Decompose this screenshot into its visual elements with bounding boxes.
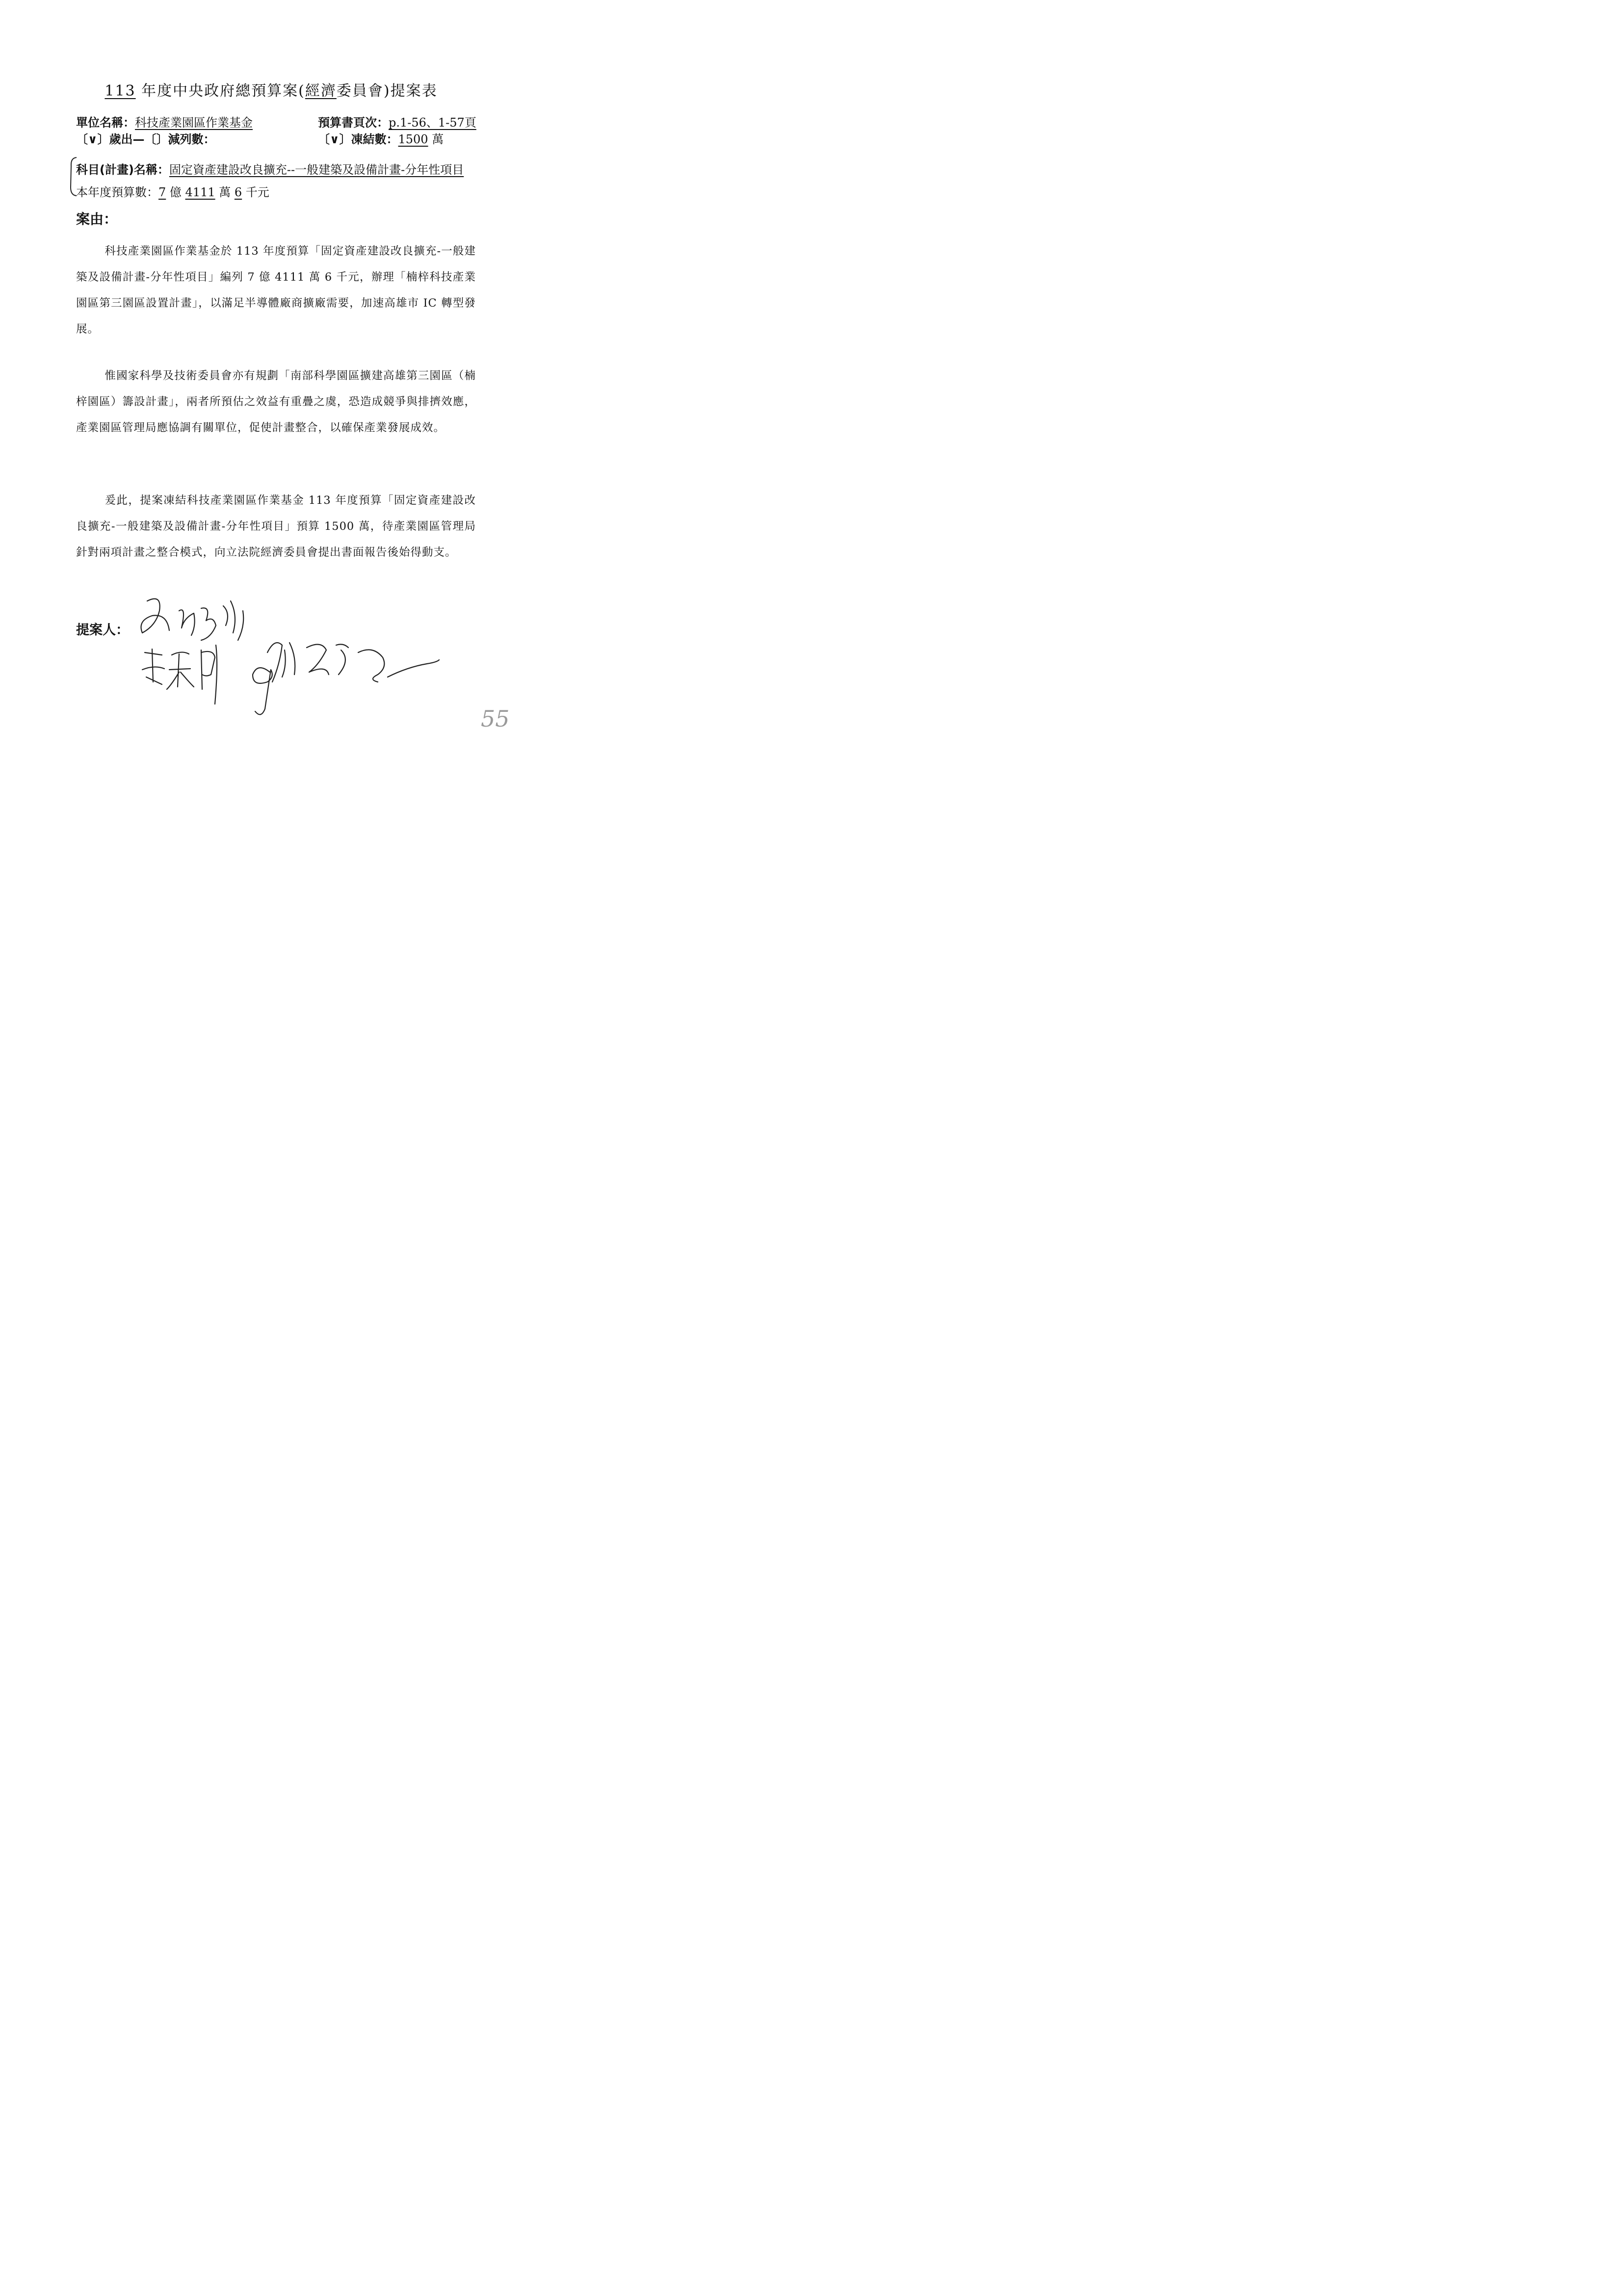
- budget-qian-unit: 千元: [242, 185, 269, 199]
- document-title: [0, 78, 542, 100]
- freeze-label: 〔∨〕凍結數：: [318, 132, 398, 146]
- page-ref-row: [318, 113, 476, 130]
- title-rest: 年度中央政府總預算案(: [135, 82, 305, 100]
- freeze-row: [318, 130, 444, 147]
- page-label: 預算書頁次：: [318, 116, 389, 130]
- expense-label: 〔∨〕歲出—〔〕減列數：: [76, 132, 215, 146]
- budget-wan: 4111: [185, 185, 215, 199]
- subject-label: 科目(計畫)名稱：: [76, 163, 169, 177]
- proposer-label: 提案人：: [76, 623, 129, 638]
- unit-row: [76, 113, 253, 130]
- paragraph-3: 爰此，提案凍結科技產業園區作業基金 113 年度預算「固定資產建設改良擴充-一般建築及設備計畫-分年性項目」預算 1500 萬，待產業園區管理局針對兩項計畫之整合模式，向立法院經濟委員會提出書面報告後始得動支。: [76, 494, 476, 559]
- freeze-unit: 萬: [428, 132, 444, 146]
- budget-wan-unit: 萬: [215, 185, 235, 199]
- subject-row: [76, 160, 464, 177]
- budget-label: 本年度預算數：: [76, 185, 158, 199]
- page-value: p.1-56、1-57頁: [389, 116, 476, 130]
- subject-value: 固定資產建設改良擴充--一般建築及設備計畫-分年性項目: [169, 163, 464, 177]
- handwritten-signatures: [132, 591, 446, 738]
- paragraph-1: 科技產業園區作業基金於 113 年度預算「固定資產建設改良擴充-一般建築及設備計畫-分年性項目」編列 7 億 4111 萬 6 千元，辦理「楠梓科技產業園區第三園區設置計畫」，以滿足半導體廠商擴廠需要，加速高雄市 IC 轉型發展。: [76, 245, 476, 336]
- budget-qian: 6: [234, 185, 242, 199]
- title-tail: 委員會)提案表: [336, 82, 438, 100]
- budget-yi: 7: [158, 185, 166, 199]
- title-committee: 經濟: [305, 82, 337, 100]
- budget-row: [76, 183, 269, 200]
- reason-heading: 案由：: [76, 211, 118, 227]
- paragraph-2: 惟國家科學及技術委員會亦有規劃「南部科學園區擴建高雄第三園區（楠梓園區）籌設計畫」，兩者所預估之效益有重疊之虞，恐造成競爭與排擠效應，產業園區管理局應協調有關單位，促使計畫整合，以確保產業發展成效。: [76, 369, 476, 434]
- title-year: 113: [105, 82, 136, 100]
- unit-value: 科技產業園區作業基金: [135, 116, 253, 130]
- page-number-mark: 55: [481, 705, 510, 732]
- budget-yi-unit: 億: [166, 185, 185, 199]
- freeze-value: 1500: [398, 132, 428, 146]
- unit-label: 單位名稱：: [76, 116, 135, 130]
